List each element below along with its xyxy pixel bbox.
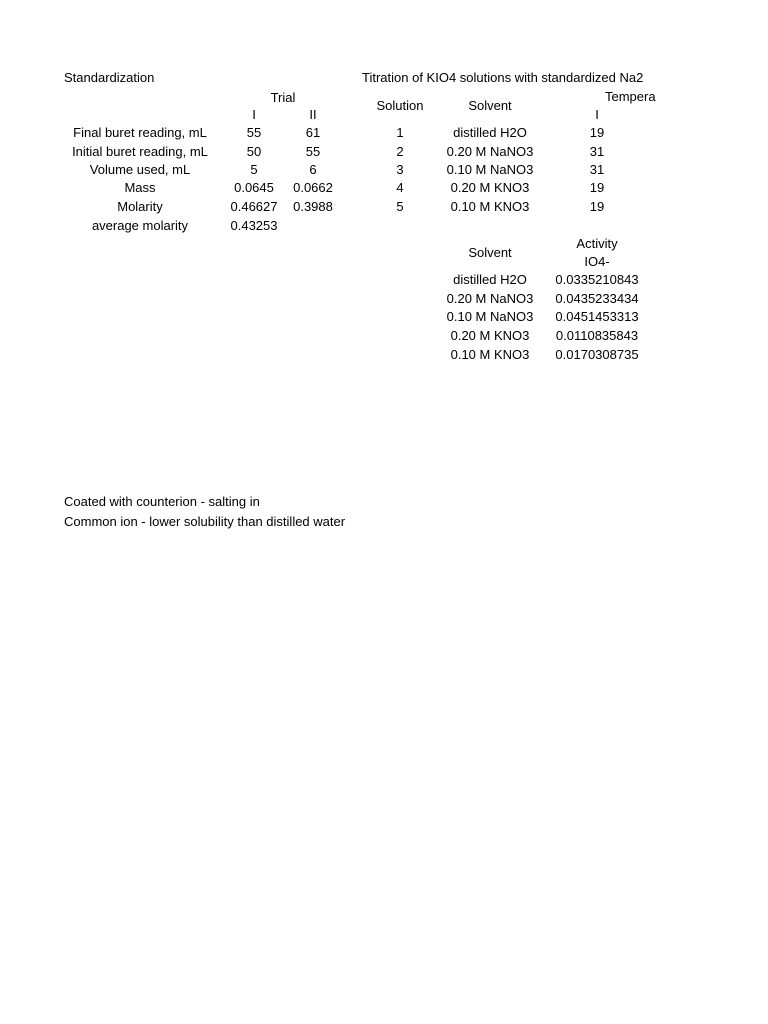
trial-col-2: II bbox=[309, 107, 317, 122]
cell: 5 bbox=[250, 162, 258, 177]
cell: 0.0645 bbox=[234, 180, 274, 195]
header-temperature: Tempera bbox=[605, 89, 656, 104]
cell: 0.20 M KNO3 bbox=[450, 328, 530, 343]
cell: distilled H2O bbox=[453, 125, 527, 140]
titration-title: Titration of KIO4 solutions with standardized Na2 bbox=[362, 70, 644, 85]
trial-header: Trial bbox=[270, 90, 296, 105]
cell: 0.10 M KNO3 bbox=[450, 347, 530, 362]
cell: 0.0435233434 bbox=[555, 291, 639, 306]
cell: 0.20 M NaNO3 bbox=[446, 144, 534, 159]
cell: 19 bbox=[589, 125, 605, 140]
activity-header-sub: IO4- bbox=[584, 254, 610, 269]
header-temperature-sub: I bbox=[595, 107, 599, 122]
note-line: Common ion - lower solubility than distilled water bbox=[64, 514, 346, 529]
cell: distilled H2O bbox=[453, 272, 527, 287]
note-line: Coated with counterion - salting in bbox=[64, 494, 260, 509]
cell: 2 bbox=[396, 144, 404, 159]
row-label: Volume used, mL bbox=[89, 162, 191, 177]
cell: 31 bbox=[589, 162, 605, 177]
cell: 19 bbox=[589, 180, 605, 195]
cell: 50 bbox=[246, 144, 262, 159]
cell: 31 bbox=[589, 144, 605, 159]
cell: 0.46627 bbox=[230, 199, 278, 214]
activity-header-solvent: Solvent bbox=[468, 245, 512, 260]
cell: 0.10 M KNO3 bbox=[450, 199, 530, 214]
row-label: Initial buret reading, mL bbox=[72, 144, 208, 159]
cell: 0.43253 bbox=[230, 218, 278, 233]
cell: 19 bbox=[589, 199, 605, 214]
standardization-title: Standardization bbox=[64, 70, 155, 85]
cell: 55 bbox=[305, 144, 321, 159]
header-solvent: Solvent bbox=[468, 98, 512, 113]
cell: 55 bbox=[246, 125, 262, 140]
cell: 4 bbox=[396, 180, 404, 195]
cell: 61 bbox=[305, 125, 321, 140]
cell: 0.0335210843 bbox=[555, 272, 639, 287]
row-label: Molarity bbox=[117, 199, 163, 214]
row-label: Mass bbox=[124, 180, 156, 195]
activity-header: Activity bbox=[576, 236, 618, 251]
spreadsheet-area bbox=[0, 60, 660, 380]
cell: 0.3988 bbox=[293, 199, 333, 214]
cell: 5 bbox=[396, 199, 404, 214]
cell: 0.20 M NaNO3 bbox=[446, 291, 534, 306]
row-label: average molarity bbox=[91, 218, 189, 233]
cell: 0.20 M KNO3 bbox=[450, 180, 530, 195]
cell: 1 bbox=[396, 125, 404, 140]
cell: 0.0110835843 bbox=[555, 328, 639, 343]
cell: 0.0170308735 bbox=[555, 347, 639, 362]
cell: 6 bbox=[309, 162, 317, 177]
header-solution: Solution bbox=[376, 98, 424, 113]
trial-col-1: I bbox=[252, 107, 256, 122]
cell: 0.10 M NaNO3 bbox=[446, 309, 534, 324]
cell: 0.0451453313 bbox=[555, 309, 639, 324]
cell: 0.10 M NaNO3 bbox=[446, 162, 534, 177]
cell: 0.0662 bbox=[293, 180, 333, 195]
cell: 3 bbox=[396, 162, 404, 177]
row-label: Final buret reading, mL bbox=[73, 125, 207, 140]
